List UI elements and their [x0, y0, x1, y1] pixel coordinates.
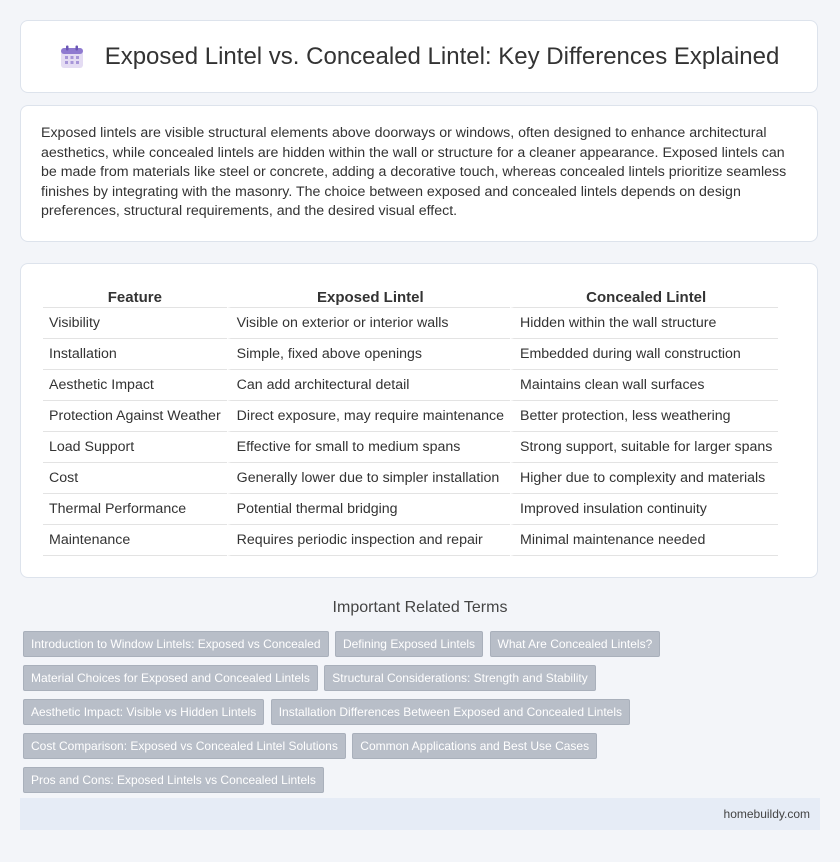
related-terms-list: [23, 631, 823, 801]
table-cell: Generally lower due to simpler installation: [227, 463, 510, 494]
table-row: [43, 463, 778, 494]
table-row: [43, 494, 778, 525]
related-term-link[interactable]: What Are Concealed Lintels?: [490, 631, 661, 657]
table-cell: Maintains clean wall surfaces: [510, 370, 778, 401]
comparison-table: [43, 286, 778, 556]
table-cell: Potential thermal bridging: [227, 494, 510, 525]
table-cell: Embedded during wall construction: [510, 339, 778, 370]
table-cell: Better protection, less weathering: [510, 401, 778, 432]
related-term-link[interactable]: Cost Comparison: Exposed vs Concealed Lintel Solutions: [23, 733, 346, 759]
table-cell: Requires periodic inspection and repair: [227, 525, 510, 556]
table-row: [43, 308, 778, 339]
calendar-icon: [59, 44, 85, 70]
table-row: [43, 432, 778, 463]
table-cell: Aesthetic Impact: [43, 370, 227, 401]
table-cell: Strong support, suitable for larger spans: [510, 432, 778, 463]
footer-site-link[interactable]: homebuildy.com: [723, 807, 810, 821]
related-term-link[interactable]: Common Applications and Best Use Cases: [352, 733, 597, 759]
related-term-link[interactable]: Structural Considerations: Strength and Stability: [324, 665, 595, 691]
related-terms-heading: Important Related Terms: [332, 599, 508, 616]
table-cell: Maintenance: [43, 525, 227, 556]
column-header: Feature: [43, 286, 227, 308]
table-cell: Cost: [43, 463, 227, 494]
related-term-link[interactable]: Defining Exposed Lintels: [335, 631, 483, 657]
related-term-link[interactable]: Introduction to Window Lintels: Exposed vs Concealed: [23, 631, 329, 657]
related-term-link[interactable]: Aesthetic Impact: Visible vs Hidden Lintels: [23, 699, 264, 725]
intro-paragraph: Exposed lintels are visible structural elements above doorways or windows, often designed to enhance architectural aesthetics, while concealed lintels are hidden within the wall or structure for a cleaner appearance. Exposed lintels can be made from materials like steel or concrete, adding a decorative touch, whereas concealed lintels prioritize seamless finishes by integrating with the masonry. The choice between exposed and concealed lintels depends on design preferences, structural requirements, and the desired visual effect.: [41, 125, 787, 220]
page-header: [20, 20, 818, 93]
table-row: [43, 401, 778, 432]
table-cell: Minimal maintenance needed: [510, 525, 778, 556]
table-cell: Improved insulation continuity: [510, 494, 778, 525]
intro-section: [20, 105, 818, 242]
table-cell: Can add architectural detail: [227, 370, 510, 401]
table-cell: Effective for small to medium spans: [227, 432, 510, 463]
column-header: Concealed Lintel: [510, 286, 778, 308]
table-cell: Thermal Performance: [43, 494, 227, 525]
related-term-link[interactable]: Installation Differences Between Exposed and Concealed Lintels: [271, 699, 630, 725]
table-cell: Protection Against Weather: [43, 401, 227, 432]
table-cell: Visible on exterior or interior walls: [227, 308, 510, 339]
table-cell: Installation: [43, 339, 227, 370]
table-cell: Simple, fixed above openings: [227, 339, 510, 370]
table-row: [43, 525, 778, 556]
table-cell: Hidden within the wall structure: [510, 308, 778, 339]
table-cell: Load Support: [43, 432, 227, 463]
table-cell: Direct exposure, may require maintenance: [227, 401, 510, 432]
table-row: [43, 370, 778, 401]
footer: [20, 798, 820, 830]
table-row: [43, 339, 778, 370]
column-header: Exposed Lintel: [227, 286, 510, 308]
table-cell: Higher due to complexity and materials: [510, 463, 778, 494]
related-term-link[interactable]: Pros and Cons: Exposed Lintels vs Concealed Lintels: [23, 767, 324, 793]
page-title: Exposed Lintel vs. Concealed Lintel: Key Differences Explained: [104, 42, 780, 70]
comparison-section: [20, 263, 818, 578]
table-header-row: [43, 286, 778, 308]
related-term-link[interactable]: Material Choices for Exposed and Concealed Lintels: [23, 665, 318, 691]
table-cell: Visibility: [43, 308, 227, 339]
